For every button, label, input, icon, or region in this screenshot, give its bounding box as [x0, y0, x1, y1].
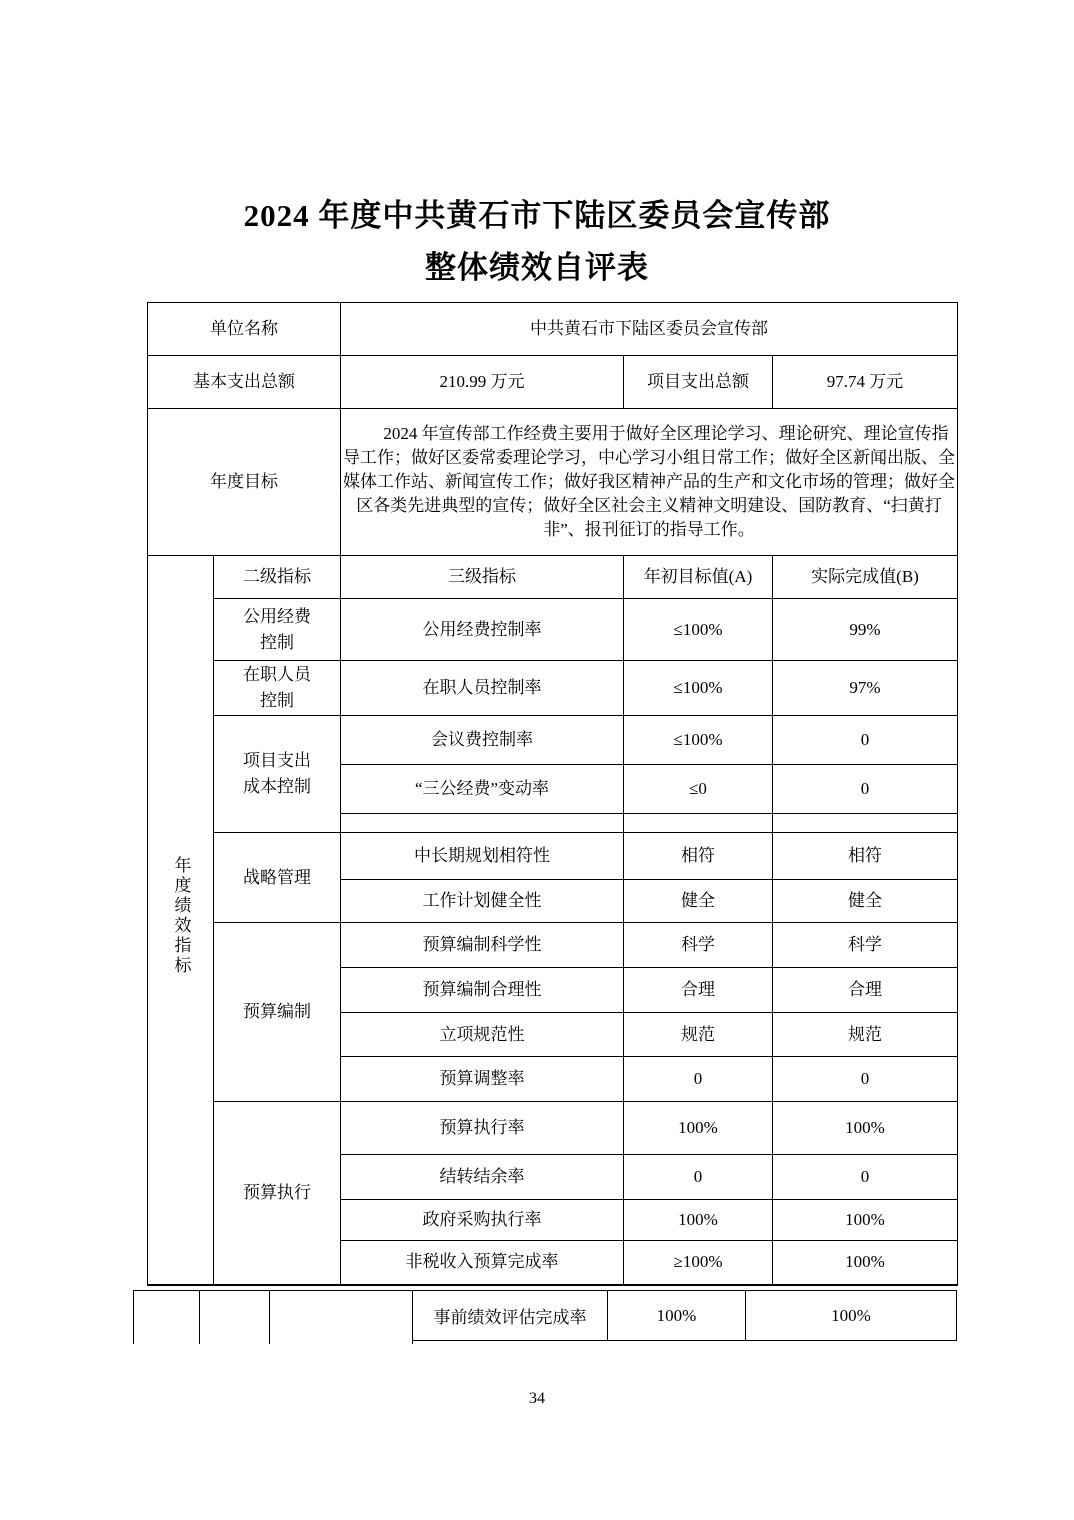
- table-row: [148, 303, 958, 356]
- target-value: 科学: [624, 923, 773, 968]
- basic-expense-label: 基本支出总额: [148, 356, 341, 409]
- indicator-name: 在职人员控制率: [341, 661, 624, 716]
- basic-expense-value: 210.99 万元: [341, 356, 624, 409]
- indicator-name: 中长期规划相符性: [341, 833, 624, 880]
- table-header-row: [148, 556, 958, 599]
- target-value: 100%: [624, 1102, 773, 1155]
- self-evaluation-table: [147, 302, 958, 1286]
- actual-value: 0: [773, 1155, 958, 1200]
- continuation-target-value: 100%: [608, 1291, 746, 1341]
- table-row: [148, 409, 958, 556]
- continuation-empty-cell: [270, 1291, 413, 1344]
- target-value: ≤100%: [624, 661, 773, 716]
- group-label: 在职人员控制: [214, 661, 341, 716]
- indicator-name: 公用经费控制率: [341, 599, 624, 661]
- unit-name-label: 单位名称: [148, 303, 341, 356]
- header-level2: 二级指标: [214, 556, 341, 599]
- indicator-name: 预算编制科学性: [341, 923, 624, 968]
- table-continuation-fragment: [133, 1290, 957, 1340]
- annual-goal-label: 年度目标: [148, 409, 341, 556]
- actual-value: 健全: [773, 880, 958, 923]
- indicator-row: [148, 1102, 958, 1155]
- actual-value: 0: [773, 1057, 958, 1102]
- actual-value: 99%: [773, 599, 958, 661]
- project-expense-value: 97.74 万元: [773, 356, 958, 409]
- actual-value: 100%: [773, 1241, 958, 1285]
- actual-value: 100%: [773, 1102, 958, 1155]
- actual-value: 相符: [773, 833, 958, 880]
- indicator-row: [148, 833, 958, 880]
- indicator-row: [148, 923, 958, 968]
- target-value: 相符: [624, 833, 773, 880]
- target-value: [624, 814, 773, 833]
- indicator-name: 预算调整率: [341, 1057, 624, 1102]
- actual-value: 0: [773, 765, 958, 814]
- group-label: 项目支出成本控制: [214, 716, 341, 833]
- annual-performance-indicators-cell: [148, 556, 214, 1285]
- group-label: 预算编制: [214, 923, 341, 1102]
- header-level3: 三级指标: [341, 556, 624, 599]
- target-value: 0: [624, 1057, 773, 1102]
- indicator-row: [148, 599, 958, 661]
- continuation-indicator-name: 事前绩效评估完成率: [413, 1291, 608, 1341]
- indicator-name: 政府采购执行率: [341, 1200, 624, 1241]
- target-value: ≥100%: [624, 1241, 773, 1285]
- indicator-name: 工作计划健全性: [341, 880, 624, 923]
- group-label: 战略管理: [214, 833, 341, 923]
- indicator-row: [148, 661, 958, 716]
- group-label: 公用经费控制: [214, 599, 341, 661]
- table-row: [148, 356, 958, 409]
- page-title-line1: 2024 年度中共黄石市下陆区委员会宣传部: [243, 198, 831, 233]
- actual-value: 合理: [773, 968, 958, 1013]
- page-number: 34: [529, 1390, 545, 1407]
- page-title-line2: 整体绩效自评表: [425, 250, 649, 285]
- indicator-row: [148, 716, 958, 765]
- header-target: 年初目标值(A): [624, 556, 773, 599]
- target-value: 0: [624, 1155, 773, 1200]
- continuation-empty-cell: [133, 1291, 200, 1344]
- indicator-name: 会议费控制率: [341, 716, 624, 765]
- indicator-name: 预算执行率: [341, 1102, 624, 1155]
- annual-goal-text: 2024 年宣传部工作经费主要用于做好全区理论学习、理论研究、理论宣传指导工作；做好区委常委理论学习，中心学习小组日常工作；做好全区新闻出版、全媒体工作站、新闻宣传工作；做好我区精神产品的生产和文化市场的管理；做好全区各类先进典型的宣传；做好全区社会主义精神文明建设、国防教育、“扫黄打非”、报刊征订的指导工作。: [341, 409, 958, 556]
- indicator-name: “三公经费”变动率: [341, 765, 624, 814]
- actual-value: 100%: [773, 1200, 958, 1241]
- indicator-name: 预算编制合理性: [341, 968, 624, 1013]
- unit-name-value: 中共黄石市下陆区委员会宣传部: [341, 303, 958, 356]
- actual-value: 科学: [773, 923, 958, 968]
- target-value: 100%: [624, 1200, 773, 1241]
- group-label: 预算执行: [214, 1102, 341, 1285]
- indicator-name: [341, 814, 624, 833]
- target-value: 规范: [624, 1013, 773, 1057]
- indicator-name: 立项规范性: [341, 1013, 624, 1057]
- target-value: 健全: [624, 880, 773, 923]
- target-value: 合理: [624, 968, 773, 1013]
- indicator-name: 结转结余率: [341, 1155, 624, 1200]
- indicator-name: 非税收入预算完成率: [341, 1241, 624, 1285]
- continuation-actual-value: 100%: [746, 1291, 957, 1341]
- actual-value: [773, 814, 958, 833]
- header-actual: 实际完成值(B): [773, 556, 958, 599]
- target-value: ≤100%: [624, 716, 773, 765]
- annual-performance-indicators-label: 年度绩效指标: [171, 856, 191, 977]
- project-expense-label: 项目支出总额: [624, 356, 773, 409]
- actual-value: 0: [773, 716, 958, 765]
- continuation-empty-cell: [200, 1291, 270, 1344]
- actual-value: 规范: [773, 1013, 958, 1057]
- actual-value: 97%: [773, 661, 958, 716]
- target-value: ≤0: [624, 765, 773, 814]
- target-value: ≤100%: [624, 599, 773, 661]
